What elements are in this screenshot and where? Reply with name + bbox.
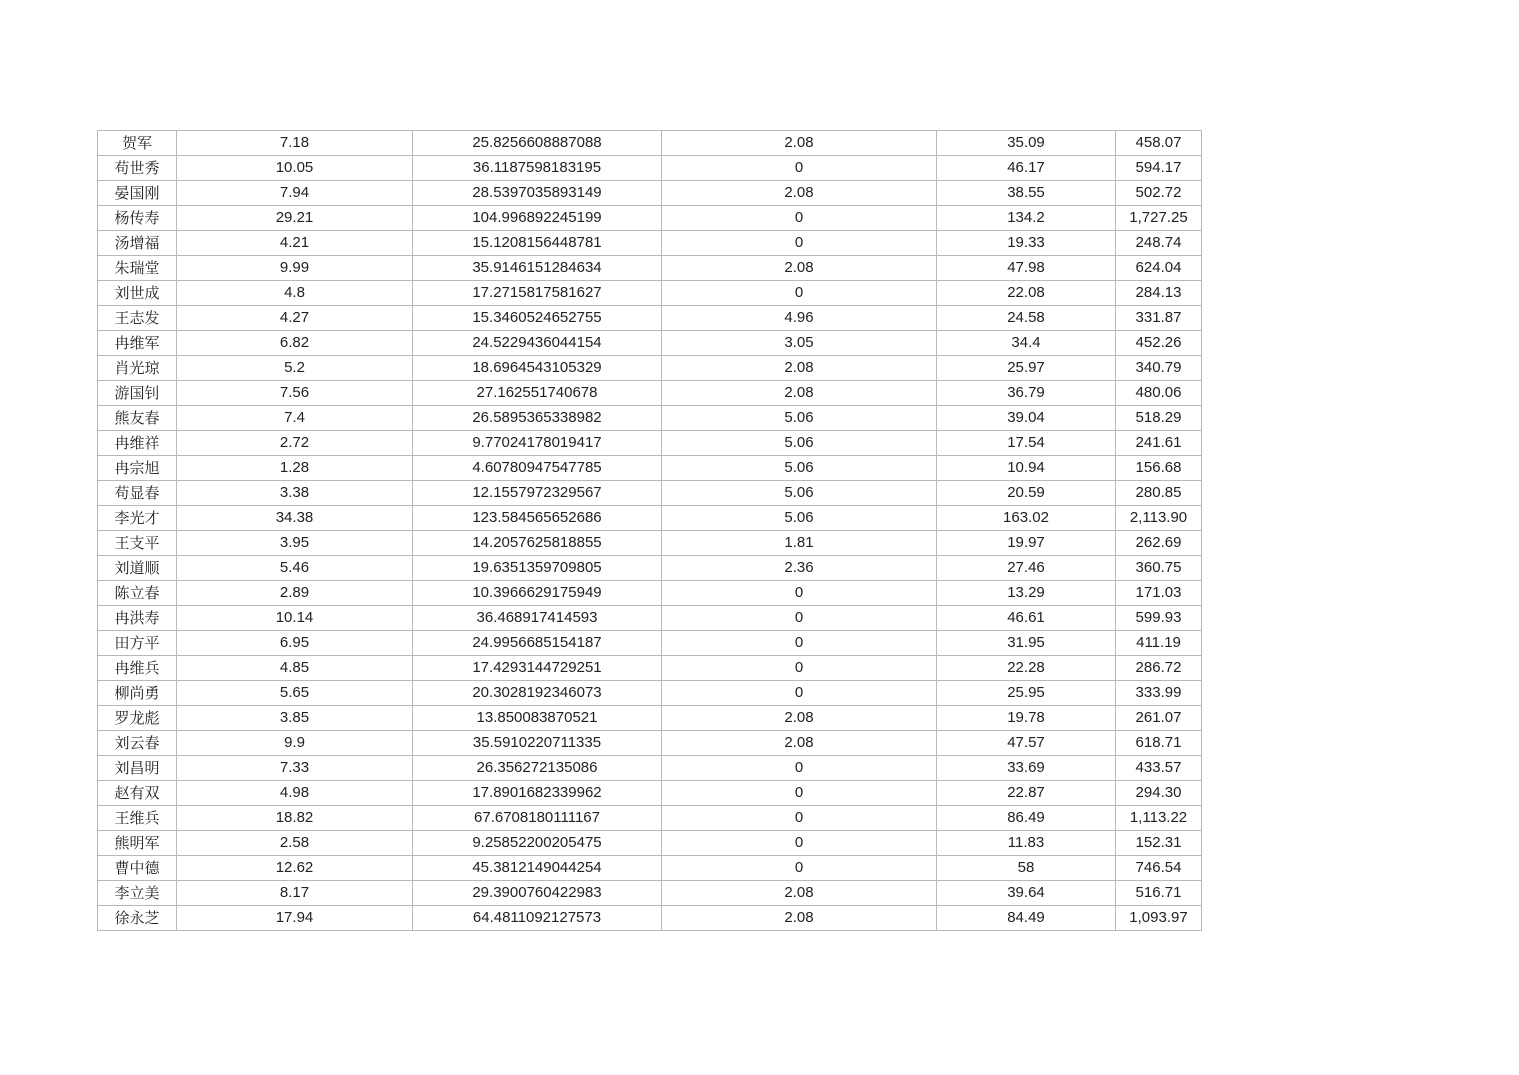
- name-cell: 肖光琼: [98, 356, 177, 381]
- table-row: [98, 481, 1202, 506]
- value-cell-4: 17.54: [937, 431, 1116, 456]
- value-cell-1: 7.18: [177, 131, 413, 156]
- name-cell: 刘云春: [98, 731, 177, 756]
- total-cell: 746.54: [1116, 856, 1202, 881]
- value-cell-1: 34.38: [177, 506, 413, 531]
- name-cell: 冉维军: [98, 331, 177, 356]
- value-cell-3: 0: [662, 781, 937, 806]
- value-cell-3: 0: [662, 206, 937, 231]
- value-cell-1: 2.72: [177, 431, 413, 456]
- value-cell-3: 0: [662, 281, 937, 306]
- value-cell-2: 4.60780947547785: [413, 456, 662, 481]
- table-row: [98, 306, 1202, 331]
- value-cell-2: 24.5229436044154: [413, 331, 662, 356]
- data-table: [97, 130, 1202, 931]
- value-cell-1: 3.38: [177, 481, 413, 506]
- name-cell: 罗龙彪: [98, 706, 177, 731]
- value-cell-4: 20.59: [937, 481, 1116, 506]
- value-cell-3: 0: [662, 231, 937, 256]
- value-cell-4: 47.98: [937, 256, 1116, 281]
- total-cell: 280.85: [1116, 481, 1202, 506]
- value-cell-4: 33.69: [937, 756, 1116, 781]
- value-cell-3: 0: [662, 156, 937, 181]
- value-cell-4: 46.17: [937, 156, 1116, 181]
- table-body: [98, 131, 1202, 931]
- name-cell: 李光才: [98, 506, 177, 531]
- total-cell: 502.72: [1116, 181, 1202, 206]
- table-row: [98, 806, 1202, 831]
- value-cell-1: 3.85: [177, 706, 413, 731]
- table-row: [98, 206, 1202, 231]
- value-cell-2: 17.2715817581627: [413, 281, 662, 306]
- table-row: [98, 156, 1202, 181]
- value-cell-2: 28.5397035893149: [413, 181, 662, 206]
- value-cell-1: 4.27: [177, 306, 413, 331]
- name-cell: 徐永芝: [98, 906, 177, 931]
- value-cell-1: 5.46: [177, 556, 413, 581]
- value-cell-1: 8.17: [177, 881, 413, 906]
- name-cell: 刘昌明: [98, 756, 177, 781]
- value-cell-4: 19.97: [937, 531, 1116, 556]
- name-cell: 贺军: [98, 131, 177, 156]
- table-row: [98, 706, 1202, 731]
- value-cell-1: 6.82: [177, 331, 413, 356]
- value-cell-2: 35.5910220711335: [413, 731, 662, 756]
- name-cell: 游国钊: [98, 381, 177, 406]
- value-cell-1: 4.8: [177, 281, 413, 306]
- table-row: [98, 656, 1202, 681]
- name-cell: 刘道顺: [98, 556, 177, 581]
- value-cell-1: 7.94: [177, 181, 413, 206]
- value-cell-2: 104.996892245199: [413, 206, 662, 231]
- value-cell-4: 22.87: [937, 781, 1116, 806]
- value-cell-1: 4.85: [177, 656, 413, 681]
- table-row: [98, 331, 1202, 356]
- table-row: [98, 906, 1202, 931]
- name-cell: 李立美: [98, 881, 177, 906]
- value-cell-2: 35.9146151284634: [413, 256, 662, 281]
- table-row: [98, 131, 1202, 156]
- table-row: [98, 681, 1202, 706]
- name-cell: 王志发: [98, 306, 177, 331]
- value-cell-2: 20.3028192346073: [413, 681, 662, 706]
- value-cell-4: 10.94: [937, 456, 1116, 481]
- total-cell: 284.13: [1116, 281, 1202, 306]
- value-cell-4: 36.79: [937, 381, 1116, 406]
- value-cell-4: 31.95: [937, 631, 1116, 656]
- value-cell-3: 5.06: [662, 406, 937, 431]
- total-cell: 516.71: [1116, 881, 1202, 906]
- total-cell: 156.68: [1116, 456, 1202, 481]
- value-cell-4: 22.08: [937, 281, 1116, 306]
- table-row: [98, 731, 1202, 756]
- value-cell-1: 18.82: [177, 806, 413, 831]
- value-cell-2: 26.5895365338982: [413, 406, 662, 431]
- table-row: [98, 581, 1202, 606]
- name-cell: 冉维祥: [98, 431, 177, 456]
- value-cell-3: 2.08: [662, 356, 937, 381]
- value-cell-1: 5.65: [177, 681, 413, 706]
- table-row: [98, 231, 1202, 256]
- value-cell-2: 9.25852200205475: [413, 831, 662, 856]
- value-cell-4: 35.09: [937, 131, 1116, 156]
- total-cell: 360.75: [1116, 556, 1202, 581]
- value-cell-3: 2.08: [662, 181, 937, 206]
- value-cell-3: 0: [662, 681, 937, 706]
- total-cell: 171.03: [1116, 581, 1202, 606]
- total-cell: 340.79: [1116, 356, 1202, 381]
- name-cell: 陈立春: [98, 581, 177, 606]
- value-cell-1: 9.99: [177, 256, 413, 281]
- value-cell-3: 2.08: [662, 256, 937, 281]
- total-cell: 1,727.25: [1116, 206, 1202, 231]
- value-cell-2: 15.1208156448781: [413, 231, 662, 256]
- value-cell-3: 0: [662, 656, 937, 681]
- value-cell-2: 14.2057625818855: [413, 531, 662, 556]
- table-row: [98, 781, 1202, 806]
- value-cell-4: 38.55: [937, 181, 1116, 206]
- name-cell: 柳尚勇: [98, 681, 177, 706]
- total-cell: 333.99: [1116, 681, 1202, 706]
- value-cell-3: 2.08: [662, 906, 937, 931]
- value-cell-3: 2.08: [662, 131, 937, 156]
- value-cell-3: 2.08: [662, 706, 937, 731]
- table-row: [98, 831, 1202, 856]
- value-cell-3: 0: [662, 806, 937, 831]
- total-cell: 518.29: [1116, 406, 1202, 431]
- name-cell: 汤增福: [98, 231, 177, 256]
- total-cell: 261.07: [1116, 706, 1202, 731]
- value-cell-4: 11.83: [937, 831, 1116, 856]
- total-cell: 618.71: [1116, 731, 1202, 756]
- value-cell-4: 24.58: [937, 306, 1116, 331]
- value-cell-3: 5.06: [662, 481, 937, 506]
- total-cell: 294.30: [1116, 781, 1202, 806]
- value-cell-2: 45.3812149044254: [413, 856, 662, 881]
- table-row: [98, 506, 1202, 531]
- table-row: [98, 606, 1202, 631]
- value-cell-2: 13.850083870521: [413, 706, 662, 731]
- value-cell-2: 64.4811092127573: [413, 906, 662, 931]
- total-cell: 433.57: [1116, 756, 1202, 781]
- value-cell-3: 4.96: [662, 306, 937, 331]
- total-cell: 599.93: [1116, 606, 1202, 631]
- name-cell: 熊友春: [98, 406, 177, 431]
- total-cell: 624.04: [1116, 256, 1202, 281]
- table-row: [98, 356, 1202, 381]
- value-cell-2: 26.356272135086: [413, 756, 662, 781]
- table-row: [98, 556, 1202, 581]
- name-cell: 冉洪寿: [98, 606, 177, 631]
- value-cell-2: 24.9956685154187: [413, 631, 662, 656]
- table-row: [98, 856, 1202, 881]
- value-cell-2: 36.1187598183195: [413, 156, 662, 181]
- value-cell-4: 34.4: [937, 331, 1116, 356]
- value-cell-4: 13.29: [937, 581, 1116, 606]
- table-row: [98, 256, 1202, 281]
- table-row: [98, 431, 1202, 456]
- value-cell-2: 29.3900760422983: [413, 881, 662, 906]
- value-cell-2: 18.6964543105329: [413, 356, 662, 381]
- total-cell: 286.72: [1116, 656, 1202, 681]
- value-cell-2: 25.8256608887088: [413, 131, 662, 156]
- value-cell-3: 2.36: [662, 556, 937, 581]
- value-cell-4: 163.02: [937, 506, 1116, 531]
- value-cell-3: 5.06: [662, 431, 937, 456]
- value-cell-4: 58: [937, 856, 1116, 881]
- total-cell: 152.31: [1116, 831, 1202, 856]
- total-cell: 1,113.22: [1116, 806, 1202, 831]
- value-cell-2: 17.4293144729251: [413, 656, 662, 681]
- value-cell-1: 12.62: [177, 856, 413, 881]
- name-cell: 熊明军: [98, 831, 177, 856]
- value-cell-1: 7.33: [177, 756, 413, 781]
- value-cell-1: 17.94: [177, 906, 413, 931]
- value-cell-2: 10.3966629175949: [413, 581, 662, 606]
- table-row: [98, 531, 1202, 556]
- value-cell-1: 4.21: [177, 231, 413, 256]
- value-cell-1: 2.89: [177, 581, 413, 606]
- value-cell-4: 39.64: [937, 881, 1116, 906]
- name-cell: 王支平: [98, 531, 177, 556]
- total-cell: 2,113.90: [1116, 506, 1202, 531]
- value-cell-4: 19.33: [937, 231, 1116, 256]
- value-cell-4: 84.49: [937, 906, 1116, 931]
- value-cell-3: 5.06: [662, 506, 937, 531]
- value-cell-4: 47.57: [937, 731, 1116, 756]
- table-row: [98, 456, 1202, 481]
- total-cell: 241.61: [1116, 431, 1202, 456]
- name-cell: 刘世成: [98, 281, 177, 306]
- value-cell-3: 0: [662, 581, 937, 606]
- value-cell-2: 123.584565652686: [413, 506, 662, 531]
- value-cell-1: 2.58: [177, 831, 413, 856]
- name-cell: 朱瑞堂: [98, 256, 177, 281]
- value-cell-1: 6.95: [177, 631, 413, 656]
- value-cell-3: 2.08: [662, 731, 937, 756]
- name-cell: 苟显春: [98, 481, 177, 506]
- value-cell-2: 17.8901682339962: [413, 781, 662, 806]
- total-cell: 594.17: [1116, 156, 1202, 181]
- name-cell: 曹中德: [98, 856, 177, 881]
- table-row: [98, 631, 1202, 656]
- name-cell: 王维兵: [98, 806, 177, 831]
- value-cell-1: 10.14: [177, 606, 413, 631]
- name-cell: 冉维兵: [98, 656, 177, 681]
- name-cell: 晏国刚: [98, 181, 177, 206]
- value-cell-2: 27.162551740678: [413, 381, 662, 406]
- name-cell: 苟世秀: [98, 156, 177, 181]
- table-row: [98, 881, 1202, 906]
- table-row: [98, 406, 1202, 431]
- total-cell: 452.26: [1116, 331, 1202, 356]
- value-cell-1: 5.2: [177, 356, 413, 381]
- value-cell-2: 15.3460524652755: [413, 306, 662, 331]
- value-cell-3: 0: [662, 756, 937, 781]
- total-cell: 331.87: [1116, 306, 1202, 331]
- value-cell-1: 9.9: [177, 731, 413, 756]
- name-cell: 田方平: [98, 631, 177, 656]
- value-cell-2: 12.1557972329567: [413, 481, 662, 506]
- total-cell: 248.74: [1116, 231, 1202, 256]
- value-cell-3: 0: [662, 606, 937, 631]
- value-cell-2: 67.6708180111167: [413, 806, 662, 831]
- value-cell-4: 46.61: [937, 606, 1116, 631]
- value-cell-3: 2.08: [662, 881, 937, 906]
- value-cell-1: 29.21: [177, 206, 413, 231]
- value-cell-2: 19.6351359709805: [413, 556, 662, 581]
- value-cell-4: 22.28: [937, 656, 1116, 681]
- value-cell-3: 3.05: [662, 331, 937, 356]
- value-cell-3: 1.81: [662, 531, 937, 556]
- value-cell-4: 86.49: [937, 806, 1116, 831]
- value-cell-4: 27.46: [937, 556, 1116, 581]
- total-cell: 458.07: [1116, 131, 1202, 156]
- value-cell-1: 10.05: [177, 156, 413, 181]
- value-cell-4: 19.78: [937, 706, 1116, 731]
- value-cell-1: 1.28: [177, 456, 413, 481]
- value-cell-2: 9.77024178019417: [413, 431, 662, 456]
- table-row: [98, 381, 1202, 406]
- value-cell-1: 7.56: [177, 381, 413, 406]
- value-cell-3: 0: [662, 631, 937, 656]
- value-cell-3: 0: [662, 831, 937, 856]
- value-cell-1: 4.98: [177, 781, 413, 806]
- value-cell-1: 3.95: [177, 531, 413, 556]
- value-cell-4: 39.04: [937, 406, 1116, 431]
- total-cell: 411.19: [1116, 631, 1202, 656]
- value-cell-3: 2.08: [662, 381, 937, 406]
- value-cell-4: 25.97: [937, 356, 1116, 381]
- total-cell: 480.06: [1116, 381, 1202, 406]
- value-cell-4: 25.95: [937, 681, 1116, 706]
- total-cell: 1,093.97: [1116, 906, 1202, 931]
- value-cell-2: 36.468917414593: [413, 606, 662, 631]
- table-row: [98, 281, 1202, 306]
- value-cell-4: 134.2: [937, 206, 1116, 231]
- table-row: [98, 756, 1202, 781]
- total-cell: 262.69: [1116, 531, 1202, 556]
- name-cell: 赵有双: [98, 781, 177, 806]
- name-cell: 杨传寿: [98, 206, 177, 231]
- value-cell-1: 7.4: [177, 406, 413, 431]
- value-cell-3: 0: [662, 856, 937, 881]
- value-cell-3: 5.06: [662, 456, 937, 481]
- table-row: [98, 181, 1202, 206]
- name-cell: 冉宗旭: [98, 456, 177, 481]
